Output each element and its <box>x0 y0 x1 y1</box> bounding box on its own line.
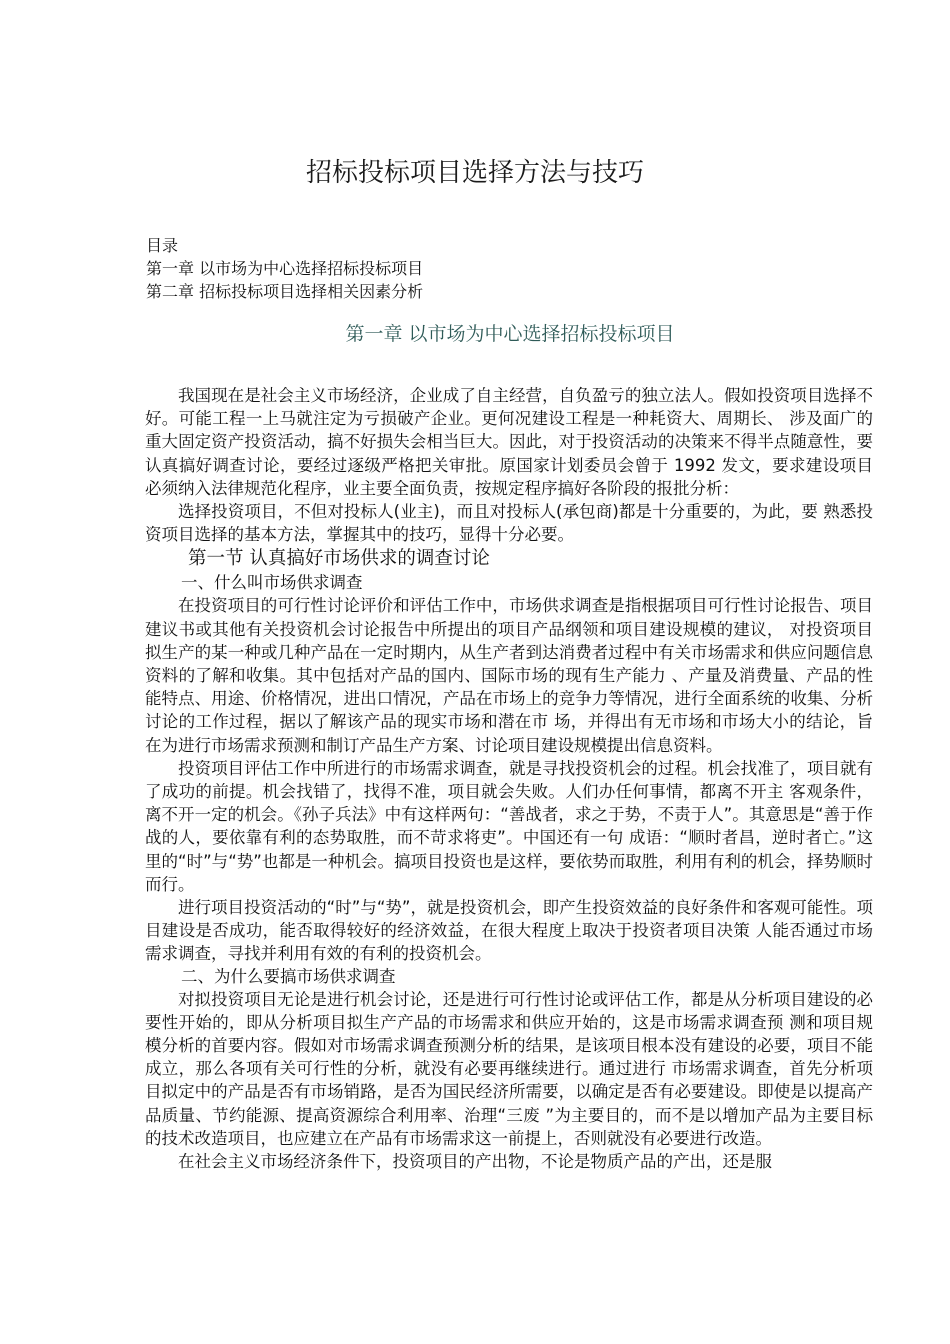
paragraph: 投资项目评估工作中所进行的市场需求调查，就是寻找投资机会的过程。机会找准了，项目就有了成功的前提。机会找错了，找得不准，项目就会失败。人们办任何事情，都离不开主 客观条件，离不开一定的机会。《孙子兵法》中有这样两句：“善战者，求之于势，不责于人”。其意思是“善于作战的人，要依靠有利的态势取胜，而不苛求将吏”。中国还有一句 成语：“顺时者昌，逆时者亡。”这里的“时”与“势”也都是一种机会。搞项目投资也是这样，要依势而取胜，利用有利的机会，择势顺时而行。 <box>145 758 873 894</box>
document-title: 招标投标项目选择方法与技巧 <box>305 158 644 188</box>
paragraph: 在社会主义市场经济条件下，投资项目的产出物，不论是物质产品的产出，还是服 <box>178 1152 772 1172</box>
toc-label: 目录 <box>146 236 179 255</box>
paragraph: 进行项目投资活动的“时”与“势”，就是投资机会，即产生投资效益的良好条件和客观可能性。项目建设是否成功，能否取得较好的经济效益，在很大程度上取决于投资者项目决策 人能否通过市场需求调查，寻找并利用有效的有利的投资机会。 <box>145 898 873 964</box>
sub-heading: 一、什么叫市场供求调查 <box>181 573 363 593</box>
paragraph: 选择投资项目，不但对投标人(业主)，而且对投标人(承包商)都是十分重要的，为此，要 熟悉投资项目选择的基本方法，掌握其中的技巧，显得十分必要。 <box>145 502 873 545</box>
paragraph: 对拟投资项目无论是进行机会讨论，还是进行可行性讨论或评估工作，都是从分析项目建设的必要性开始的，即从分析项目拟生产产品的市场需求和供应开始的，这是市场需求调查预 测和项目规模分析的首要内容。假如对市场需求调查预测分析的结果，是该项目根本没有建设的必要，项目不能成立，那么各项有关可行性的分析，就没有必要再继续进行。通过进行 市场需求调查，首先分析项目拟定中的产品是否有市场销路，是否为国民经济所需要，以确定是否有必要建设。即使是以提高产品质量、节约能源、提高资源综合利用率、治理“三废 ”为主要目的，而不是以增加产品为主要目标的技术改造项目，也应建立在产品有市场需求这一前提上，否则就没有必要进行改造。 <box>145 989 873 1148</box>
paragraph: 我国现在是社会主义市场经济，企业成了自主经营，自负盈亏的独立法人。假如投资项目选择不好。可能工程一上马就注定为亏损破产企业。更何况建设工程是一种耗资大、周期长、 涉及面广的重大固定资产投资活动，搞不好损失会相当巨大。因此，对于投资活动的决策来不得半点随意性，要认真搞好调查讨论，要经过逐级严格把关审批。原国家计划委员会曾于 1992 发文，要求建设项目必须纳入法律规范化程序，业主要全面负责，按规定程序搞好各阶段的报批分析： <box>145 386 873 498</box>
section-heading: 第一节 认真搞好市场供求的调查讨论 <box>188 548 490 570</box>
sub-heading: 二、为什么要搞市场供求调查 <box>181 966 396 986</box>
table-of-contents <box>146 234 846 303</box>
chapter-heading: 第一章 以市场为中心选择招标投标项目 <box>345 323 675 345</box>
toc-item: 第二章 招标投标项目选择相关因素分析 <box>146 282 424 301</box>
paragraph: 在投资项目的可行性讨论评价和评估工作中，市场供求调查是指根据项目可行性讨论报告、项目建议书或其他有关投资机会讨论报告中所提出的项目产品纲领和项目建设规模的建议， 对投资项目拟生产的某一种或几种产品在一定时期内，从生产者到达消费者过程中有关市场需求和供应问题信息资料的了解和收集。其中包括对产品的国内、国际市场的现有生产能力 、产量及消费量、产品的性能特点、用途、价格情况，进出口情况，产品在市场上的竞争力等情况，进行全面系统的收集、分析讨论的工作过程，据以了解该产品的现实市场和潜在市 场，并得出有无市场和市场大小的结论，旨在为进行市场需求预测和制订产品生产方案、讨论项目建设规模提出信息资料。 <box>145 596 873 755</box>
document-body <box>145 384 873 1173</box>
toc-item: 第一章 以市场为中心选择招标投标项目 <box>146 259 424 278</box>
